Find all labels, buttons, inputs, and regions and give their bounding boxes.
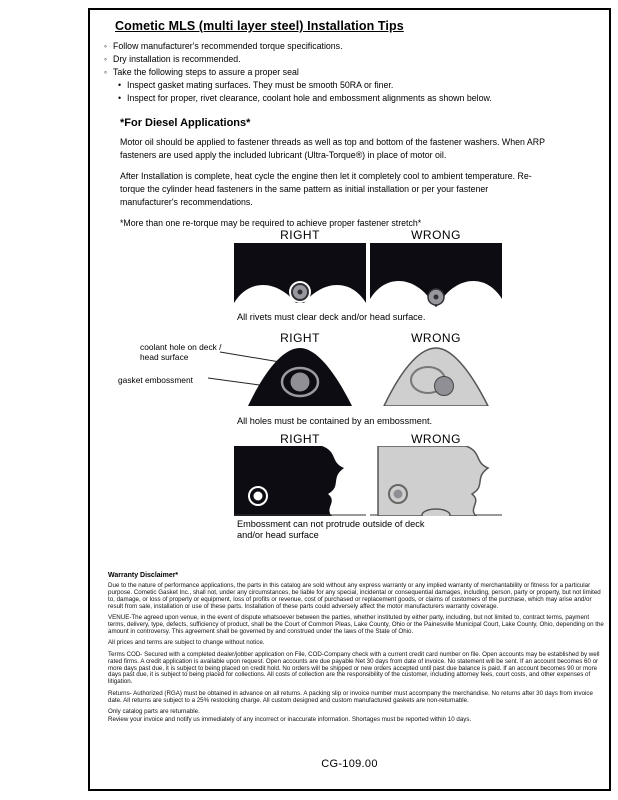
warranty-paragraph: Returns- Authorized (RGA) must be obtained in advance on all returns. A packing slip or invoice number must accompany the merchandise. No returns after 30 days from invoice date. All returns are subject to a 25% restocking charge. All custom designed and custom manufactured gaskets are non-returnable. <box>108 689 593 704</box>
fig1-wrong-figure <box>370 243 502 309</box>
fig2-wrong-label: WRONG <box>411 331 461 345</box>
fig1-wrong-label: WRONG <box>411 228 461 242</box>
fig3-caption: Embossment can not protrude outside of deck and/or head surface <box>237 519 425 540</box>
bullet-icon: ◦ <box>104 54 108 64</box>
fig1-right-figure <box>234 243 366 309</box>
gasket-embossment-callout: gasket embossment <box>118 375 193 385</box>
warranty-paragraph: Terms COD- Secured with a completed dealer/jobber application on File, COD-Company check with a current credit card number on file. Open accounts may be established by well rated firms. A credit application is available upon request. Open accounts are due payable Net 30 days from date of invoice. No statement will be sent. If an account becomes 60 or more days past due, it is subject to being placed on credit hold. No orders will be shipped or new orders accepted until past due balance is paid. If an account becomes 90 or more days past due, it is subject to being placed for collections. All costs of collection are the responsibility of the customer, including attorney fees, court costs, and other expenses of litigation. <box>108 650 600 686</box>
list-item <box>104 40 544 53</box>
diesel-section <box>120 117 548 238</box>
sub-bullet-icon: • <box>118 80 122 90</box>
embossment-protruding-illustration <box>370 446 502 516</box>
list-item-text: Inspect for proper, rivet clearance, coolant hole and embossment alignments as shown below. <box>127 93 492 103</box>
diesel-paragraph: After Installation is complete, heat cycle the engine then let it completely cool to ambient temperature. Re-torque the cylinder head fasteners in the same pattern as initial installation or per your fastener manufacturer's recommendations. <box>120 171 532 207</box>
list-sub-item <box>104 92 544 105</box>
warranty-paragraph: Review your invoice and notify us immediately of any incorrect or inaccurate information. Shortages must be reported within 10 days. <box>108 716 472 723</box>
warranty-paragraph: Due to the nature of performance applications, the parts in this catalog are sold without any express warranty or any implied warranty of merchantability or fitness for a particular purpose. Cometic Gasket Inc., shall not, under any circumstances, be liable for any special, incidental or consequential damages, including, person, party or property, but not limited to, damage, or loss of property or equipment, loss of profits or revenue, cost of purchased or replacement goods, or claims of customers of the purchase, which may arise and/or result from sale, installation or use of these parts. Installation of these parts could adversely affect the motor manufacturers warranty coverage. <box>108 582 601 610</box>
diesel-heading: *For Diesel Applications* <box>120 117 251 129</box>
hole-outside-illustration <box>370 344 502 406</box>
fig2-wrong-figure <box>370 344 502 406</box>
coolant-hole-callout: coolant hole on deck / head surface <box>140 342 222 362</box>
list-item <box>104 53 544 66</box>
warranty-heading: Warranty Disclaimer* <box>108 572 179 579</box>
diesel-paragraph: Motor oil should be applied to fastener threads as well as top and bottom of the fastener washers. When ARP fasteners are used apply the included lubricant (Ultra-Torque®) in place of motor oil. <box>120 137 545 160</box>
fig1-caption: All rivets must clear deck and/or head surface. <box>237 312 426 322</box>
list-item-text: Dry installation is recommended. <box>113 54 241 64</box>
fig3-wrong-label: WRONG <box>411 432 461 446</box>
fig2-right-label: RIGHT <box>280 331 320 345</box>
fig3-wrong-figure <box>370 446 502 516</box>
warranty-paragraph: All prices and terms are subject to change without notice. <box>108 639 265 647</box>
bullet-icon: ◦ <box>104 67 108 77</box>
fig2-caption: All holes must be contained by an embossment. <box>237 416 433 426</box>
fig3-right-label: RIGHT <box>280 432 320 446</box>
list-sub-item <box>104 79 544 92</box>
list-item-text: Inspect gasket mating surfaces. They must be smooth 50RA or finer. <box>127 80 394 90</box>
tips-list <box>104 40 544 105</box>
list-item-text: Follow manufacturer's recommended torque specifications. <box>113 41 343 51</box>
fig1-right-label: RIGHT <box>280 228 320 242</box>
bullet-icon: ◦ <box>104 41 108 51</box>
list-item-text: Take the following steps to assure a proper seal <box>113 67 299 77</box>
fig3-right-figure <box>234 446 366 516</box>
warranty-section <box>108 572 606 728</box>
page-number: CG-109.00 <box>321 758 378 770</box>
warranty-paragraph: VENUE-The agreed upon venue, in the event of dispute whatsoever between the parties, whether instituted by either party, including, but not limited to, contract terms, payment terms, delivery, type, defects, sufficiency of product, shall be the Court of Common Pleas, Lake County, Ohio or the Painesville Municipal Court, Lake County, Ohio, depending on the amount in controversy. This agreement shall be governed by and construed under the laws of the State of Ohio. <box>108 614 604 635</box>
rivet-clear-illustration <box>234 243 366 309</box>
fig2-right-figure <box>234 344 366 406</box>
list-item <box>104 66 544 79</box>
hole-contained-illustration <box>234 344 366 406</box>
warranty-paragraph: Only catalog parts are returnable. <box>108 708 200 716</box>
sub-bullet-icon: • <box>118 93 122 103</box>
page-title: Cometic MLS (multi layer steel) Installation Tips <box>115 19 404 33</box>
diesel-note: *More than one re-torque may be required to achieve proper fastener stretch* <box>120 218 422 228</box>
embossment-inside-illustration <box>234 446 366 516</box>
rivet-touching-illustration <box>370 243 502 309</box>
